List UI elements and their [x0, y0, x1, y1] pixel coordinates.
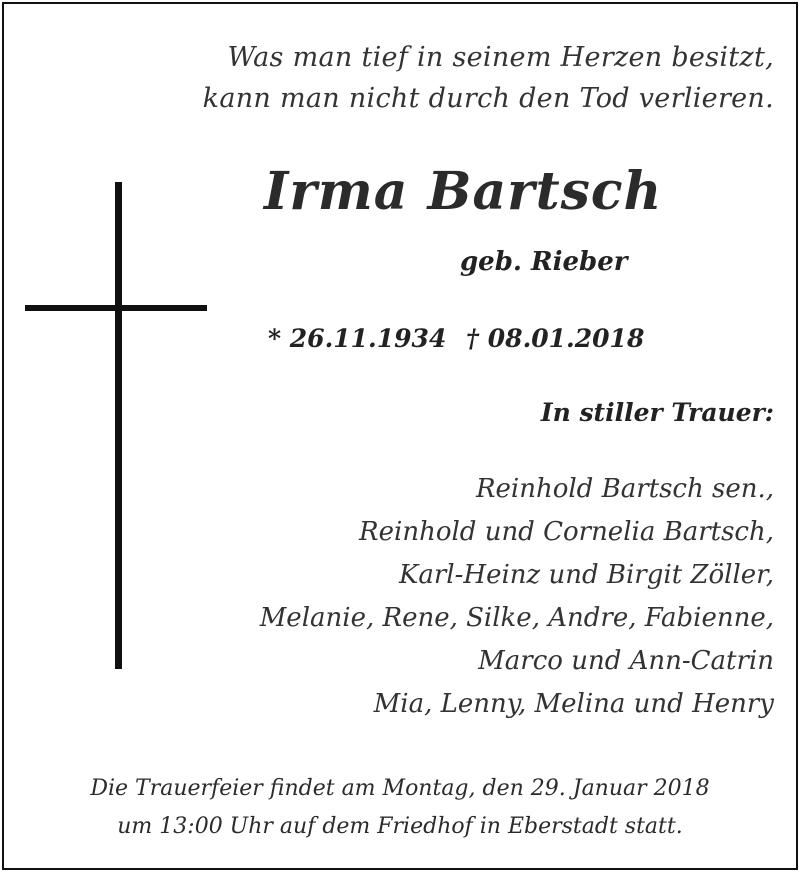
relative-line: Mia, Lenny, Melina und Henry — [373, 689, 774, 719]
relative-line: Marco und Ann-Catrin — [478, 646, 774, 676]
quote-line-2: kann man nicht durch den Tod verlieren. — [202, 83, 774, 114]
deceased-name: Irma Bartsch — [264, 161, 663, 222]
relative-line: Karl-Heinz und Birgit Zöller, — [398, 560, 774, 590]
cross-horizontal-bar — [25, 305, 207, 311]
service-line-2: um 13:00 Uhr auf dem Friedhof in Eberstadt statt. — [117, 814, 683, 839]
quote-line-1: Was man tief in seinem Herzen besitzt, — [227, 42, 774, 73]
birth-date: * 26.11.1934 — [268, 324, 447, 353]
relatives-list — [260, 468, 774, 726]
relative-line: Reinhold Bartsch sen., — [475, 474, 774, 504]
relative-line: Reinhold und Cornelia Bartsch, — [359, 517, 774, 547]
maiden-name: geb. Rieber — [460, 247, 628, 277]
cross-vertical-bar — [115, 182, 122, 669]
death-date: † 08.01.2018 — [466, 324, 645, 353]
mourning-heading: In stiller Trauer: — [540, 398, 774, 427]
service-line-1: Die Trauerfeier findet am Montag, den 29. Januar 2018 — [90, 776, 710, 801]
relative-line: Melanie, Rene, Silke, Andre, Fabienne, — [259, 603, 774, 633]
